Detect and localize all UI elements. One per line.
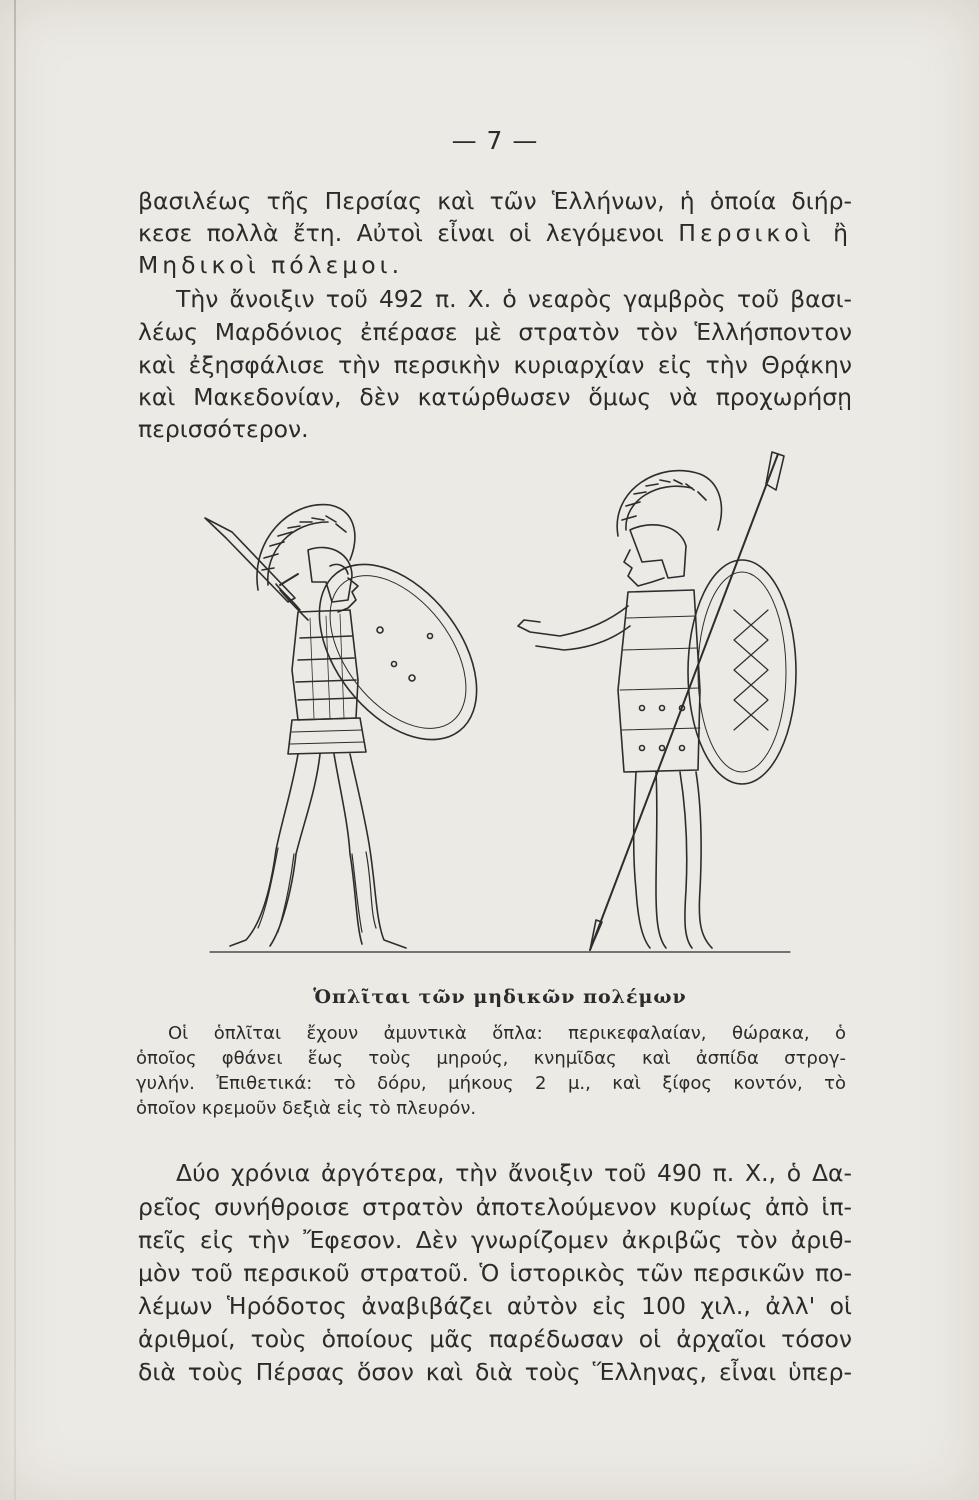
paragraph2-line-2: λέως Μαρδόνιος ἐπέρασε μὲ στρατὸν τὸν Ἑλλήσποντον bbox=[138, 318, 852, 346]
emphasized-term-persian: Περσικοὶ ἢ bbox=[678, 219, 852, 247]
paragraph1-line-2-text: κεσε πολλὰ ἔτη. Αὐτοὶ εἶναι οἱ λεγόμενοι bbox=[138, 219, 664, 247]
paragraph3-line-3: πεῖς εἰς τὴν Ἔφεσον. Δὲν γνωρίζομεν ἀκριβῶς τὸν ἀριθ- bbox=[138, 1226, 852, 1254]
right-hoplite-figure bbox=[518, 452, 796, 950]
figure-caption-line-2: ὁποῖος φθάνει ἕως τοὺς μηρούς, κνημῖδας καὶ ἀσπίδα στρογ- bbox=[136, 1048, 846, 1069]
left-hoplite-rear-leg bbox=[230, 754, 298, 946]
paragraph2-line-1: Τὴν ἄνοιξιν τοῦ 492 π. Χ. ὁ νεαρὸς γαμβρὸς τοῦ βασι- bbox=[176, 285, 852, 313]
paragraph3-line-6: ἀριθμοί, τοὺς ὁποίους μᾶς παρέδωσαν οἱ ἀρχαῖοι τόσον bbox=[138, 1325, 852, 1353]
right-hoplite-helmet bbox=[630, 525, 686, 578]
paragraph3-line-4: μὸν τοῦ περσικοῦ στρατοῦ. Ὁ ἱστορικὸς τῶν περσικῶν πο- bbox=[138, 1259, 852, 1287]
paragraph1-line-1: βασιλέως τῆς Περσίας καὶ τῶν Ἑλλήνων, ἡ ὁποία διήρ- bbox=[138, 187, 852, 215]
left-hoplite-shield bbox=[288, 535, 509, 769]
paragraph3-line-7: διὰ τοὺς Πέρσας ὅσον καὶ διὰ τοὺς Ἕλληνας, εἶναι ὑπερ- bbox=[138, 1358, 852, 1386]
left-hoplite-front-leg bbox=[350, 754, 406, 948]
paragraph2-line-5: περισσότερον. bbox=[138, 415, 309, 443]
right-hoplite-shield-emblem bbox=[734, 610, 768, 730]
paragraph2-line-4: καὶ Μακεδονίαν, δὲν κατώρθωσεν ὅμως νὰ προχωρήσῃ bbox=[138, 383, 852, 411]
left-hoplite-figure bbox=[205, 505, 508, 948]
right-hoplite-shield bbox=[688, 560, 796, 784]
right-hoplite-arm bbox=[518, 606, 628, 636]
paragraph3-line-5: λέμων Ἡρόδοτος ἀναβιβάζει αὐτὸν εἰς 100 χιλ., ἀλλ' οἱ bbox=[138, 1292, 852, 1320]
left-hoplite-skirt bbox=[288, 718, 366, 754]
figure-caption-line-3: γυλήν. Ἐπιθετικά: τὸ δόρυ, μήκους 2 μ., καὶ ξίφος κοντόν, τὸ bbox=[136, 1073, 846, 1094]
paragraph1-line-4: Μηδικοὶ πόλεμοι. bbox=[138, 251, 404, 279]
figure-caption-line-1: Οἱ ὁπλῖται ἔχουν ἀμυντικὰ ὅπλα: περικεφαλαίαν, θώρακα, ὁ bbox=[168, 1023, 846, 1044]
left-hoplite-helmet bbox=[308, 548, 352, 602]
page-spine-edge bbox=[14, 0, 16, 1500]
paragraph3-line-2: ρεῖος συνήθροισε στρατὸν ἀποτελούμενον κυρίως ἀπὸ ἱπ- bbox=[138, 1193, 852, 1221]
page-number: — 7 — bbox=[451, 126, 539, 155]
left-hoplite-corslet bbox=[292, 610, 358, 720]
left-hoplite-arm bbox=[276, 584, 308, 620]
paragraph2-line-3: καὶ ἐξησφάλισε τὴν περσικὴν κυριαρχίαν εἰς τὴν Θρᾴκην bbox=[138, 351, 852, 379]
figure-caption-line-4: ὁποῖον κρεμοῦν δεξιὰ εἰς τὸ πλευρόν. bbox=[136, 1098, 477, 1119]
right-hoplite-right-leg bbox=[680, 772, 692, 948]
paragraph1-line-2 bbox=[138, 218, 852, 248]
left-hoplite-crest bbox=[257, 505, 355, 590]
hoplites-illustration bbox=[180, 450, 820, 975]
figure-caption-title: Ὁπλῖται τῶν μηδικῶν πολέμων bbox=[313, 986, 687, 1008]
paragraph3-line-1: Δύο χρόνια ἀργότερα, τὴν ἄνοιξιν τοῦ 490 π. Χ., ὁ Δα- bbox=[176, 1159, 852, 1187]
